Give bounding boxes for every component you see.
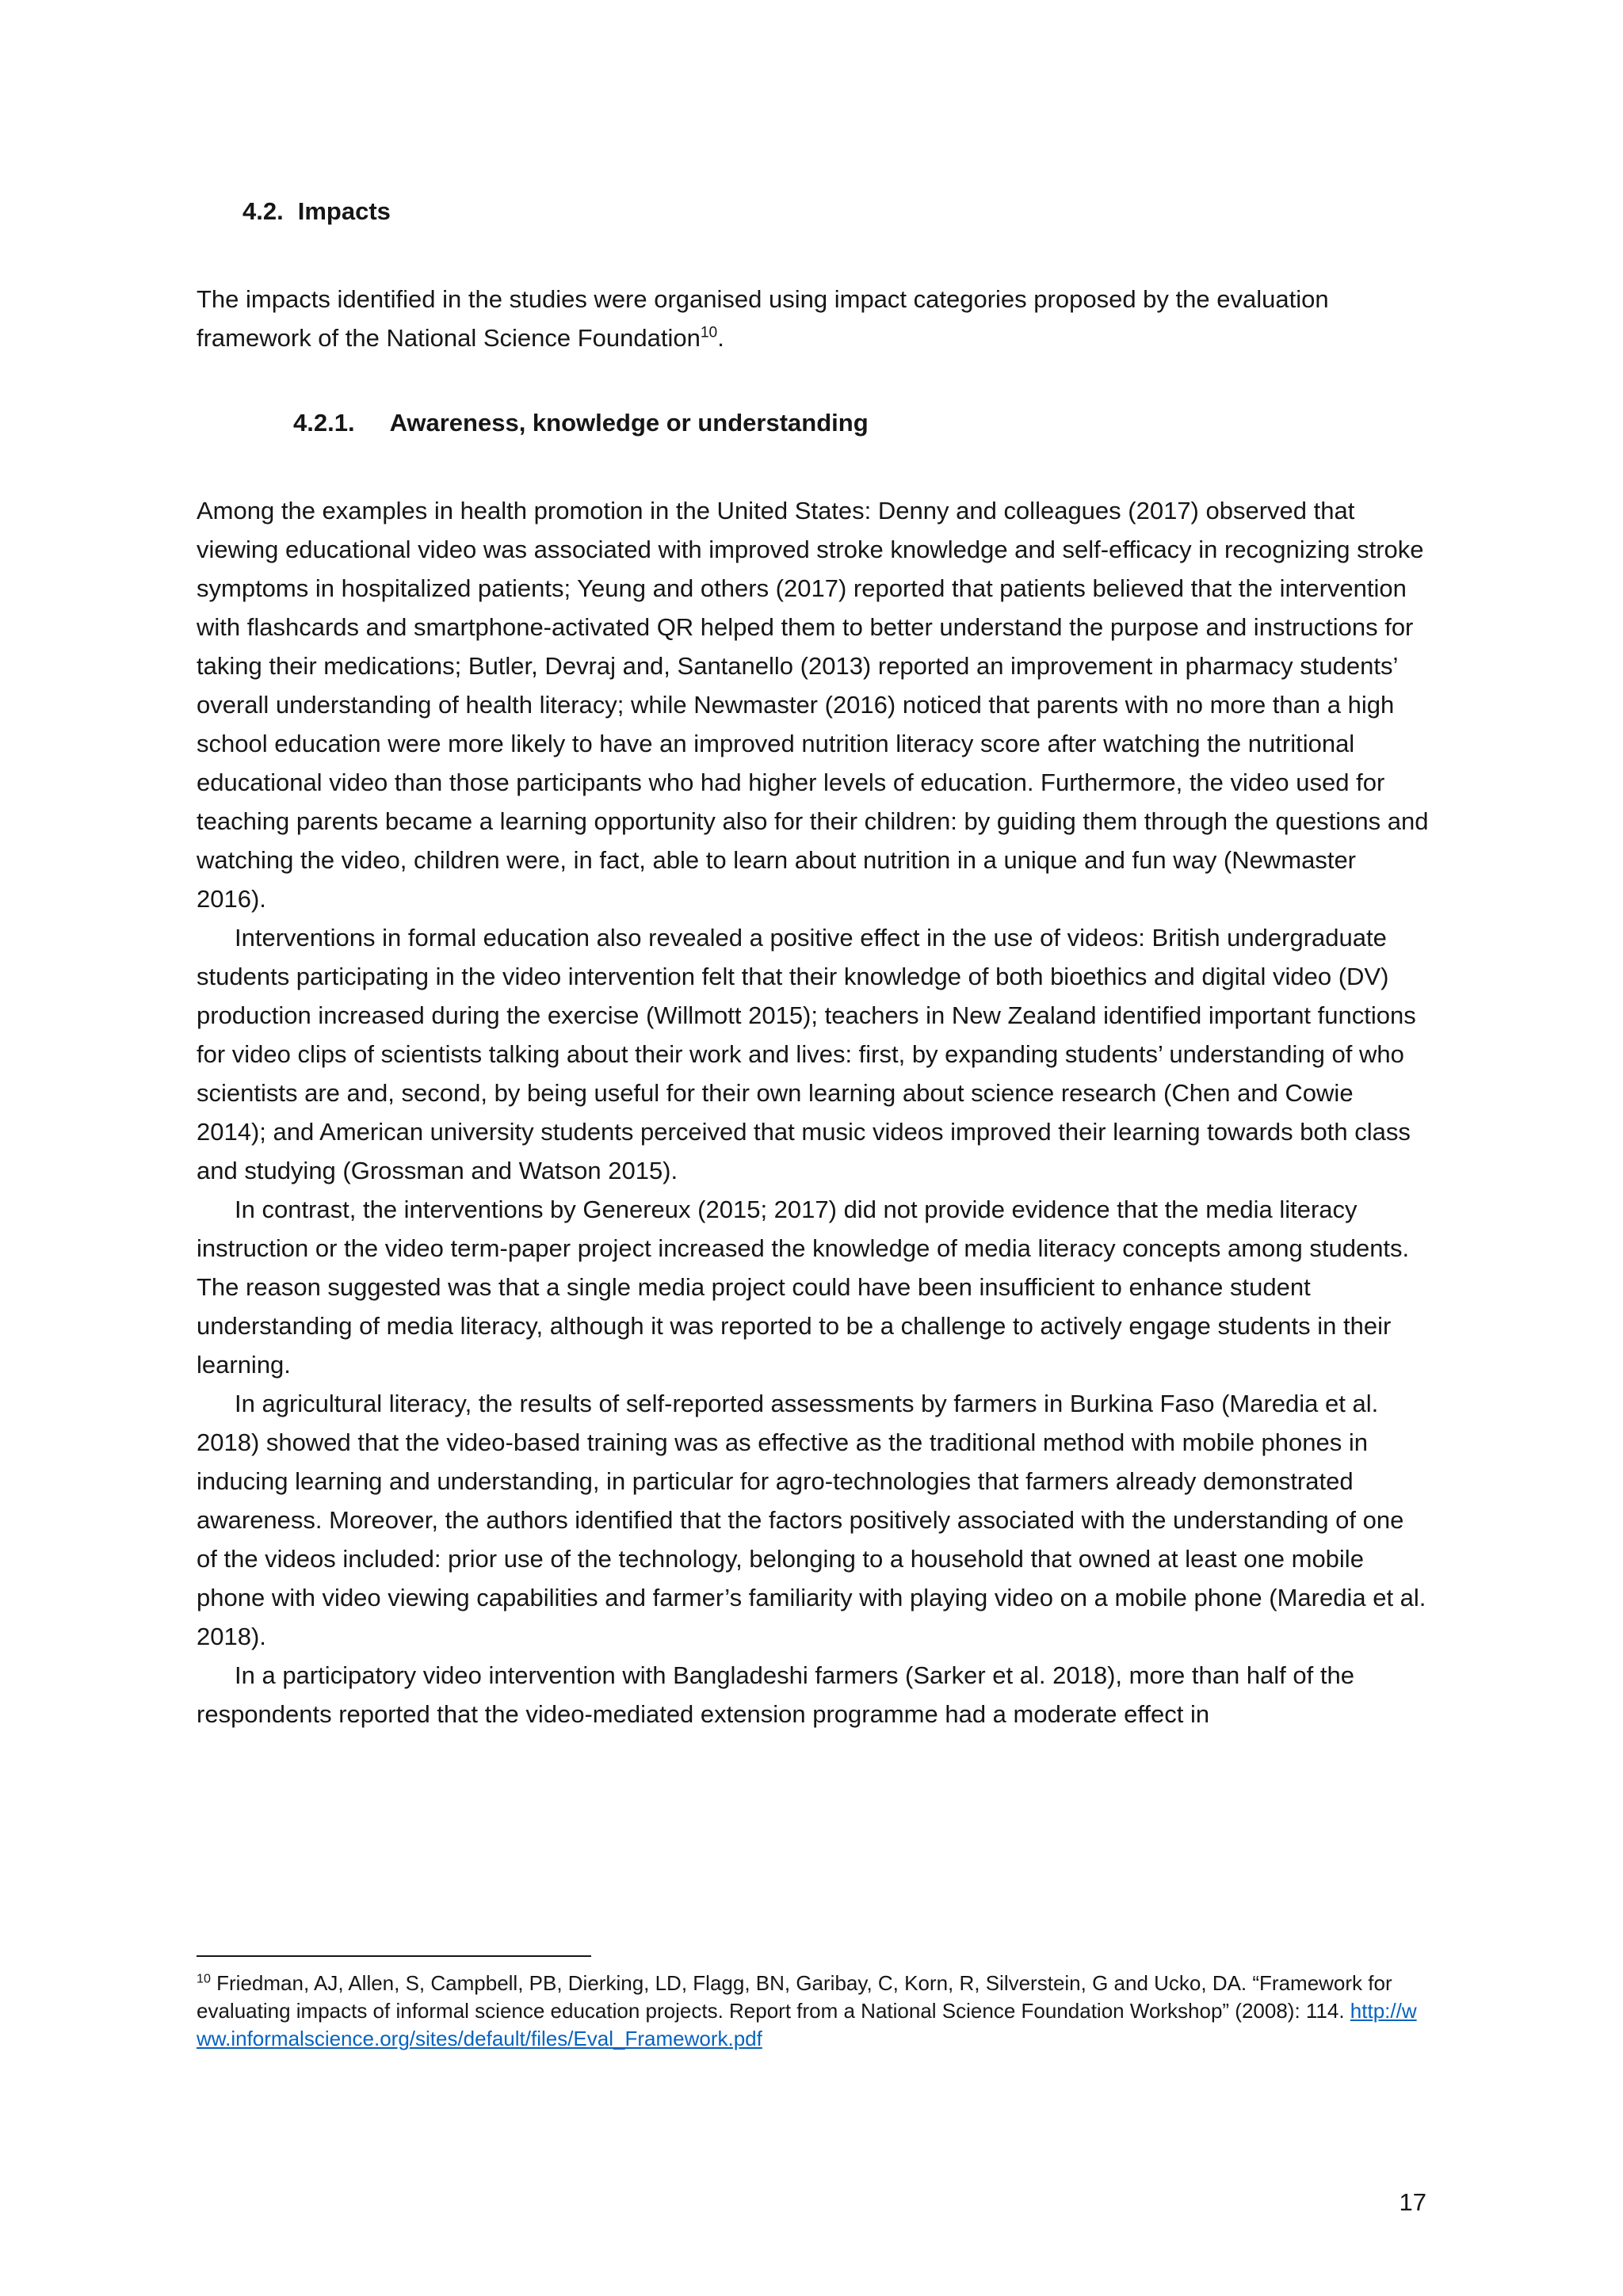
footnote (197, 1970, 1430, 2053)
body-paragraph: Among the examples in health promotion in the United States: Denny and colleagues (2017) observed that viewing educational video was associated with improved stroke knowledge and self-efficacy in recognizing stroke symptoms in hospitalized patients; Yeung and others (2017) reported that patients believed that the intervention with flashcards and smartphone-activated QR helped them to better understand the purpose and instructions for taking their medications; Butler, Devraj and, Santanello (2013) reported an improvement in pharmacy students’ overall understanding of health literacy; while Newmaster (2016) noticed that parents with no more than a high school education were more likely to have an improved nutrition literacy score after watching the nutritional educational video than those participants who had higher levels of education. Furthermore, the video used for teaching parents became a learning opportunity also for their children: by guiding them through the questions and watching the video, children were, in fact, able to learn about nutrition in a unique and fun way (Newmaster 2016). (197, 497, 1429, 913)
body-paragraph: In contrast, the interventions by Genereux (2015; 2017) did not provide evidence that the media literacy instruction or the video term-paper project increased the knowledge of media literacy concepts among students. The reason suggested was that a single media project could have been insufficient to enhance student understanding of media literacy, although it was reported to be a challenge to actively engage students in their learning. (197, 1196, 1410, 1379)
page-content (197, 192, 1430, 1733)
footnote-link[interactable]: http://www.informalscience.org/sites/default/files/Eval_Framework.pdf (197, 1999, 1417, 2050)
section-number: 4.2. (242, 197, 284, 225)
section-heading (242, 192, 1430, 231)
footnote-separator (197, 1955, 591, 1957)
subsection-heading (293, 403, 1430, 442)
section-title: Impacts (297, 197, 391, 225)
body-paragraph: Interventions in formal education also revealed a positive effect in the use of videos: British undergraduate students participating in the video intervention felt that their knowledge of both bioethics and digital video (DV) production increased during the exercise (Willmott 2015); teachers in New Zealand identified important functions for video clips of scientists talking about their work and lives: first, by expanding students’ understanding of who scientists are and, second, by being useful for their own learning about science research (Chen and Cowie 2014); and American university students perceived that music videos improved their learning towards both class and studying (Grossman and Watson 2015). (197, 924, 1416, 1184)
intro-text: The impacts identified in the studies were organised using impact categories proposed by the evaluation framework of the National Science Foundation (197, 285, 1329, 352)
footnote-area (197, 1955, 1430, 2053)
subsection-number: 4.2.1. (293, 409, 355, 437)
intro-paragraph (197, 280, 1430, 357)
subsection-title: Awareness, knowledge or understanding (389, 409, 869, 437)
page-number: 17 (1399, 2188, 1426, 2216)
intro-text-end: . (717, 324, 724, 352)
body-paragraph: In agricultural literacy, the results of self-reported assessments by farmers in Burkina Faso (Maredia et al. 2018) showed that the video-based training was as effective as the traditional method with mobile phones in inducing learning and understanding, in particular for agro-technologies that farmers already demonstrated awareness. Moreover, the authors identified that the factors positively associated with the understanding of one of the videos included: prior use of the technology, belonging to a household that owned at least one mobile phone with video viewing capabilities and farmer’s familiarity with playing video on a mobile phone (Maredia et al. 2018). (197, 1390, 1426, 1650)
body-paragraph: In a participatory video intervention with Bangladeshi farmers (Sarker et al. 2018), more than half of the respondents reported that the video-mediated extension programme had a moderate effect in (197, 1661, 1354, 1728)
footnote-text: Friedman, AJ, Allen, S, Campbell, PB, Dierking, LD, Flagg, BN, Garibay, C, Korn, R, Silverstein, G and Ucko, DA. “Framework for evaluating impacts of informal science education projects. Report from a National Science Foundation Workshop” (2008): 114. (197, 1971, 1392, 2023)
footnote-mark: 10 (197, 1971, 211, 1986)
footnote-reference: 10 (700, 324, 718, 341)
